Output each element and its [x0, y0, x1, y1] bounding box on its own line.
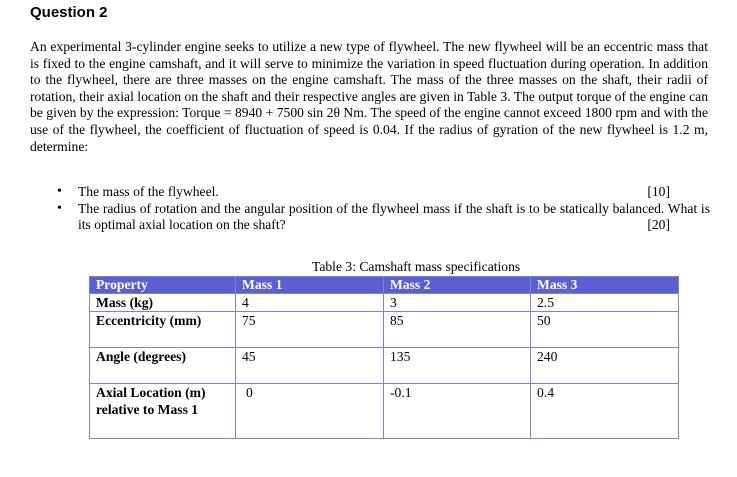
value-cell: 85	[384, 312, 531, 348]
value-cell: 0.4	[531, 384, 679, 439]
value-cell: 2.5	[531, 294, 679, 312]
task-text: The mass of the flywheel.	[78, 184, 219, 199]
task-list	[55, 184, 710, 234]
table-row	[90, 294, 679, 312]
value-cell: 75	[236, 312, 384, 348]
value-cell: 0	[236, 384, 384, 439]
camshaft-mass-table	[89, 276, 679, 439]
table-caption: Table 3: Camshaft mass specifications	[312, 259, 521, 274]
value-cell: 50	[531, 312, 679, 348]
property-cell: Angle (degrees)	[90, 348, 236, 384]
value-cell: 3	[384, 294, 531, 312]
task-item	[55, 184, 710, 201]
value-cell: 4	[236, 294, 384, 312]
table-row	[90, 348, 679, 384]
bullet-icon: •	[57, 200, 62, 216]
task-text: The radius of rotation and the angular position of the flywheel mass if the shaft is to be statically balanced. What is its optimal axial location on the shaft?	[78, 200, 710, 233]
table-header-row	[90, 277, 679, 294]
value-cell: -0.1	[384, 384, 531, 439]
property-cell: Eccentricity (mm)	[90, 312, 236, 348]
column-header: Property	[90, 277, 236, 294]
value-cell: 45	[236, 348, 384, 384]
task-marks: [20]	[647, 217, 670, 233]
column-header: Mass 2	[384, 277, 531, 294]
value-cell: 135	[384, 348, 531, 384]
property-cell: Mass (kg)	[90, 294, 236, 312]
question-heading: Question 2	[30, 4, 108, 21]
bullet-icon: •	[57, 184, 62, 199]
task-marks: [10]	[647, 184, 670, 199]
task-item	[55, 201, 710, 234]
value-cell: 240	[531, 348, 679, 384]
property-cell: Axial Location (m) relative to Mass 1	[90, 384, 236, 439]
column-header: Mass 3	[531, 277, 679, 294]
column-header: Mass 1	[236, 277, 384, 294]
table-row	[90, 384, 679, 439]
table-row	[90, 312, 679, 348]
question-paragraph: An experimental 3-cylinder engine seeks to utilize a new type of flywheel. The new flywheel will be an eccentric mass that is fixed to the engine camshaft, and it will serve to minimize the variation in speed fluctuation during operation. In addition to the flywheel, there are three masses on the engine camshaft. The mass of the three masses on the shaft, their radii of rotation, their axial location on the shaft and their respective angles are given in Table 3. The output torque of the engine can be given by the expression: Torque = 8940 + 7500 sin 2θ Nm. The speed of the engine cannot exceed 1800 rpm and with the use of the flywheel, the coefficient of fluctuation of speed is 0.04. If the radius of gyration of the new flywheel is 1.2 m, determine:	[30, 39, 708, 154]
